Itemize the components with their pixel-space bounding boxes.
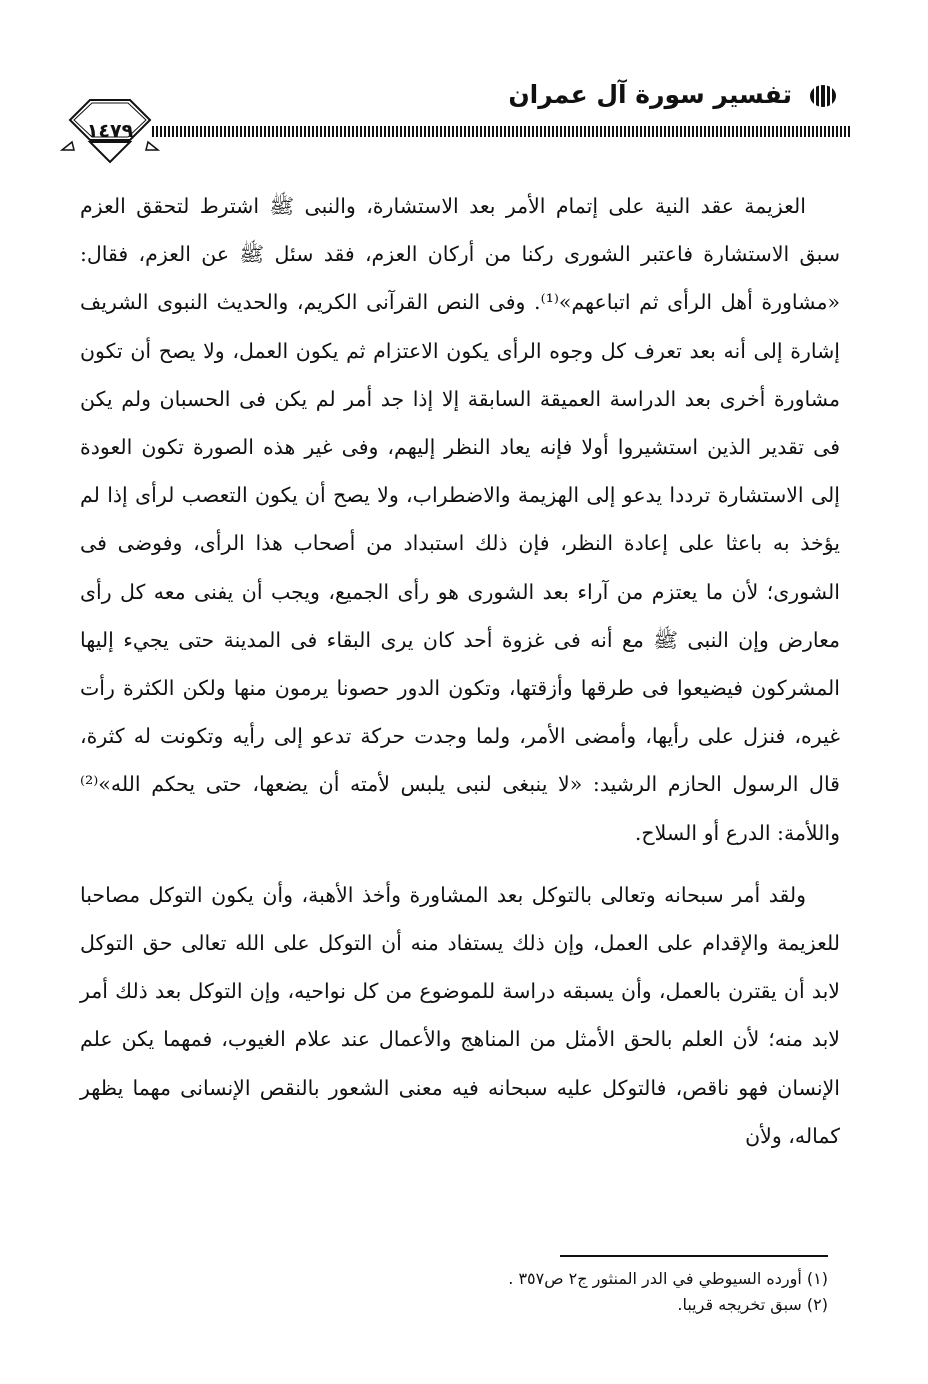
- paragraph: ولقد أمر سبحانه وتعالى بالتوكل بعد المشاورة وأخذ الأهبة، وأن يكون التوكل مصاحبا للعزيمة والإقدام على العمل، وإن ذلك يستفاد منه أن التوكل على الله تعالى حق التوكل لابد أن يقترن بالعمل، وأن يسبقه دراسة للموضوع من كل نواحيه، وإن التوكل بعد ذلك أمر لابد منه؛ لأن العلم بالحق الأمثل من المناهج والأعمال عند علام الغيوب، فمهما يكن علم الإنسان فهو ناقص، فالتوكل عليه سبحانه فيه معنى الشعور بالنقص الإنسانى مهما يظهر كماله، ولأن: [80, 882, 840, 1148]
- header-rule: [152, 126, 850, 137]
- footnote-2: (٢) سبق تخريجه قريبا.: [677, 1295, 828, 1314]
- footnote-1: (١) أورده السيوطي في الدر المنثور ج٢ ص٣٥٧ .: [508, 1269, 828, 1288]
- page-number: ١٤٧٩: [86, 120, 134, 142]
- main-text: [80, 182, 840, 1160]
- footnotes: [188, 1266, 828, 1318]
- flower-ornament-icon: [806, 82, 840, 110]
- page-number-badge: [60, 90, 160, 170]
- page-header: [60, 70, 850, 180]
- paragraph: العزيمة عقد النية على إتمام الأمر بعد الاستشارة، والنبى ﷺ اشترط لتحقق العزم سبق الاستشارة فاعتبر الشورى ركنا من أركان العزم، فقد سئل ﷺ عن العزم، فقال: «مشاورة أهل الرأى ثم اتباعهم»⁽¹⁾. وفى النص القرآنى الكريم، والحديث النبوى الشريف إشارة إلى أنه بعد تعرف كل وجوه الرأى يكون الاعتزام ثم يكون العمل، ولا يصح أن تكون مشاورة أخرى بعد الدراسة العميقة السابقة إلا إذا جد أمر لم يكن فى الحسبان ولم يكن فى تقدير الذين استشيروا أولا فإنه يعاد النظر إليهم، وفى غير هذه الصورة تكون العودة إلى الاستشارة ترددا يدعو إلى الهزيمة والاضطراب، ولا يصح أن يكون التعصب لرأى إذا لم يؤخذ به باعثا على إعادة النظر، فإن ذلك استبداد من أصحاب هذا الرأى، وفوضى فى الشورى؛ لأن ما يعتزم من آراء بعد الشورى هو رأى الجميع، ويجب أن يفنى معه كل رأى معارض وإن النبى ﷺ مع أنه فى غزوة أحد كان يرى البقاء فى المدينة حتى يجيء إليها المشركون فيضيعوا فى طرقها وأزقتها، وتكون الدور حصونا يرمون منها ولكن الكثرة رأت غيره، فنزل على رأيها، وأمضى الأمر، ولما وجدت حركة تدعو إلى رأيه وتكونت له كثرة، قال الرسول الحازم الرشيد: «لا ينبغى لنبى يلبس لأمته أن يضعها، حتى يحكم الله»⁽²⁾ واللأمة: الدرع أو السلاح.: [80, 194, 840, 845]
- page-title: تفسير سورة آل عمران: [508, 80, 792, 109]
- footnote-divider: [560, 1255, 828, 1257]
